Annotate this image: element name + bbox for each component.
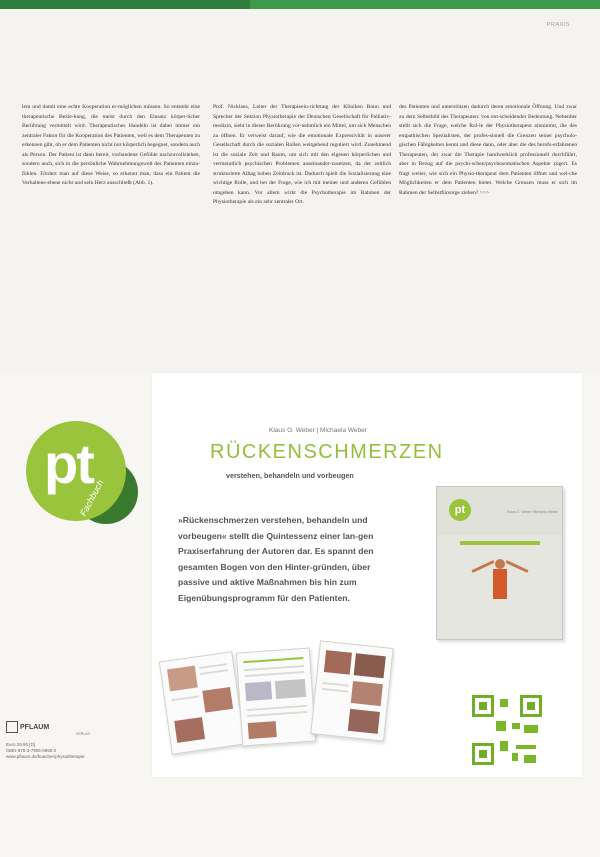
book-title: RÜCKENSCHMERZEN xyxy=(210,441,444,463)
article-column-1 xyxy=(22,103,200,363)
cover-person-image xyxy=(485,559,515,639)
page-spread-3 xyxy=(310,640,393,741)
book-blurb: »Rückenschmerzen verstehen, behandeln und vorbeugen« stellt die Quintessenz einer lan-gen Praxiserfahrung der Autoren dar. Es spannt den gesamten Bogen von den Hinter-gründen, über passive und aktive Maßnahmen bis hin zum Eigenübungsprogramm für den Patienten. xyxy=(178,515,374,603)
book-cover xyxy=(436,486,563,640)
publisher-name: PFLAUM xyxy=(20,723,50,731)
page-section-label: PRAXIS xyxy=(546,22,570,28)
publisher-url[interactable]: www.pflaum.de/buecher/physiotherapie xyxy=(6,754,85,759)
book-subtitle: verstehen, behandeln und vorbeugen xyxy=(226,471,354,480)
publisher-info xyxy=(6,742,85,760)
book-advertisement xyxy=(0,373,600,857)
page-spread-1 xyxy=(159,651,245,754)
page-spread-2 xyxy=(236,648,316,747)
cover-pt-logo: pt xyxy=(449,499,471,521)
article-column-2 xyxy=(213,103,391,365)
cover-title-bar xyxy=(437,541,562,547)
pflaum-icon xyxy=(6,721,18,733)
pt-logo xyxy=(26,421,126,521)
pt-logo-ring-text: Fachbuch xyxy=(78,478,106,518)
price: Euro 29,90 [D] xyxy=(6,742,36,747)
article-column-3 xyxy=(399,103,577,365)
publisher-logo xyxy=(6,721,90,736)
publisher-sub: VERLAG xyxy=(76,732,91,736)
book-page-spreads xyxy=(165,638,410,748)
isbn: ISBN 978-3-7905-0955-2 xyxy=(6,748,57,753)
article-text: lem und damit eine echte Kooperation er-möglichen müssen. So entsteht eine therapeutische Bezie-hung, die meist durch den Einsatz körper-licher Berührung vermittelt wird. Therapeutisches Handeln ist dabei immer ein zentraler Faktor für die Kooperation des Patienten, weil es dem Therapeuten zu erkennen gibt, ob er dem Patienten nicht nur körperlich begegnet, sondern auch als Person. Der Patient ist dann bereit, vorhandene Gefühle nachzuvollziehen, sondern auch, sich in die persönliche Wahrnehmungswelt des Patienten einzu-fühlen. Fördert man auf diese Weise, so erkennt man, dass ein Patient die Verhaltens-ebene nicht und sein Herz ausschließt (Abb. 1). xyxy=(22,104,200,186)
cover-authors: Klaus G. Weber Michaela Weber xyxy=(507,510,558,514)
qr-code[interactable] xyxy=(472,695,542,765)
article-text: des Patienten und unterstützen dadurch deren emotionale Öffnung. Und zwar zu dem Selbstbild des Therapeuten: von ent-scheidender Bedeutung. Nebenher stellt sich die Frage, welche Rol-le der Physiotherapeut einnimmt, die des empathischen Spezialisten, der profes-sionell die Grenzen seiner psycholo-gischen Fähigkeiten kennt und diese dann, oder aber die des berufs-erfahrenen Therapeuten, der zwar die Therapie handwerklich professionell durchführt, aber in Bezug auf die psychi-schen/psychosomatischen Aspekte zögert. Es fragt weiter, wie sich ein Physio-therapeut dem Patienten öffnet und wel-che Möglichkeiten er dem Patienten bietet. Welche Grenzen muss er sich im Rahmen der Selbstfürsorge ziehen? >>> xyxy=(399,104,577,196)
header-bar-accent xyxy=(0,0,250,9)
book-authors: Klaus G. Weber | Michaela Weber xyxy=(269,427,367,434)
pt-logo-text: pt xyxy=(44,432,93,495)
header-bar xyxy=(0,0,600,9)
article-text: Prof. Nicklaus, Leiter der Therapieein-richtung der Kliniken Bonn und Sprecher der Sektion Physiotherapie der Deutschen Gesellschaft für Palliativ-medizin, sieht in dieser Berührung vor-nehmlich ein Mittel, um sich Menschen zu öffnen. Er verweist darauf, wie die emotionale Expressivität in unserer Gesellschaft durch die sozialen Rollen weitgehend reguliert wird. Zunehmend ist die soziale Zeit und Raum, um sich mit den eigenen körperlichen und vermeintlich psychischen Problemen auseinander-zusetzen, da der zeitlich strukturierte Alltag hohen Zeitdruck ist. Dadurch spielt die Sozialisierung eine wichtige Rolle, und bei der Frage, wie ich mit meiner und anderen Gefühlen umgehen kann. Vor allem wirkt die Psychotherapie im Rahmen der Physiotherapie als ein sehr zentraler Ort. xyxy=(213,104,391,205)
